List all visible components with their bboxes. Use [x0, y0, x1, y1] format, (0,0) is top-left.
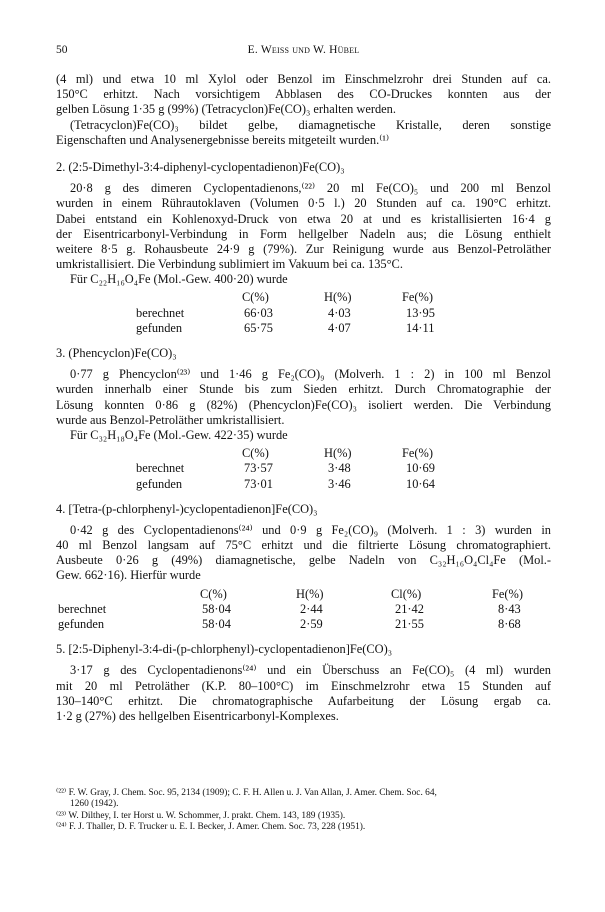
- page-number: 50: [56, 44, 68, 56]
- table-cell: 73·01: [244, 476, 273, 491]
- table-cell: 10·69: [406, 461, 435, 476]
- table-header: H(%): [324, 446, 352, 461]
- formula-line: Für C₂₂H₁₆O₄Fe (Mol.-Gew. 400·20) wurde: [70, 272, 288, 287]
- table-cell: 8·43: [498, 601, 521, 616]
- table-row: [56, 617, 551, 632]
- table-row-label: berechnet: [58, 601, 107, 616]
- text-line: 1·2 g (27%) des hellgelben Eisentricarbonyl-Komplexes.: [56, 708, 339, 723]
- table-cell: 73·57: [244, 461, 273, 476]
- table-row-label: gefunden: [136, 476, 183, 491]
- analysis-table: [56, 446, 551, 492]
- table-header: C(%): [200, 586, 227, 601]
- table-header: C(%): [242, 446, 269, 461]
- table-header-row: [56, 587, 551, 602]
- text-line: wurde aus Benzol-Petroläther umkristallisiert.: [56, 412, 285, 427]
- table-cell: 4·03: [328, 305, 351, 320]
- text-line: 0·77 g Phencyclon⁽²³⁾ und 1·46 g Fe₂(CO)₉ (Molverh. 1 : 2) in 100 ml Benzol: [70, 367, 551, 382]
- text-line: mit 20 ml Petroläther (K.P. 80–100°C) im Einschmelzrohr etwa 15 Stunden auf: [56, 678, 551, 693]
- table-cell: 10·64: [406, 476, 435, 491]
- text-line: 40 ml Benzol langsam auf 75°C erhitzt und die filtrierte Lösung chromatographiert.: [56, 538, 551, 553]
- paragraph: [56, 523, 551, 584]
- table-row-label: gefunden: [136, 320, 183, 335]
- table-header: Cl(%): [391, 586, 422, 601]
- table-cell: 58·04: [202, 617, 231, 631]
- table-cell: 65·75: [244, 320, 273, 335]
- paragraph: [56, 181, 551, 287]
- section-heading: 3. (Phencyclon)Fe(CO)₃: [56, 346, 177, 360]
- table-row: [56, 602, 551, 617]
- paragraph: [56, 367, 551, 443]
- table-header: H(%): [296, 586, 324, 601]
- running-head: E. Weiss und W. Hübel: [247, 44, 360, 56]
- text-line: Lösung konnten 0·86 g (82%) (Phencyclon)Fe(CO)₃ isoliert werden. Die Verbindung: [56, 397, 551, 412]
- footnote-continued: 1260 (1942).: [70, 799, 119, 810]
- table-cell: 58·04: [202, 601, 231, 616]
- footnote: ⁽²³⁾ W. Dilthey, I. ter Horst u. W. Schommer, J. prakt. Chem. 143, 189 (1935).: [56, 810, 346, 821]
- text-line: 20·8 g des dimeren Cyclopentadienons,⁽²²⁾ 20 ml Fe(CO)₅ und 200 ml Benzol: [70, 181, 551, 196]
- table-header-row: [56, 446, 551, 461]
- text-line: wurden innerhalb einer Stunde bis zum Sieden erhitzt. Durch Chromatographie der: [56, 382, 551, 397]
- text-line: (Tetracyclon)Fe(CO)₃ bildet gelbe, diamagnetische Kristalle, deren sonstige: [70, 117, 551, 132]
- table-header: C(%): [242, 290, 269, 305]
- table-cell: 3·46: [328, 476, 351, 491]
- text-line: 150°C erhitzt. Nach vorsichtigem Abblasen des CO-Druckes konnten aus der: [56, 87, 551, 102]
- table-row-label: berechnet: [136, 305, 185, 320]
- text-line: Eigenschaften und Analysenergebnisse bereits mitgeteilt wurden.⁽¹⁾: [56, 132, 390, 147]
- text-line: 0·42 g des Cyclopentadienons⁽²⁴⁾ und 0·9 g Fe₂(CO)₉ (Molverh. 1 : 3) wurden in: [70, 522, 551, 537]
- paragraph-continued: [56, 72, 551, 118]
- table-row-label: berechnet: [136, 461, 185, 476]
- table-header: Fe(%): [402, 446, 433, 461]
- footnote: ⁽²⁴⁾ F. J. Thaller, D. F. Trucker u. E. I. Becker, J. Amer. Chem. Soc. 73, 228 (1951).: [56, 822, 366, 833]
- text-line: 130–140°C erhitzt. Die chromatographische Aufarbeitung der Lösung ergab ca.: [56, 693, 551, 708]
- table-row: [56, 477, 551, 492]
- table-cell: 21·42: [395, 601, 424, 616]
- text-line: weitere 8·5 g. Rohausbeute 24·9 g (79%). Zur Reinigung wurde aus Benzol-Petroläther: [56, 241, 551, 256]
- paragraph: [56, 663, 551, 724]
- text-line: Dabei entstand ein Kohlenoxyd-Druck von etwa 20 at und es kristallisierten 16·4 g: [56, 211, 551, 226]
- table-cell: 66·03: [244, 305, 273, 320]
- table-header: H(%): [324, 290, 352, 305]
- section-heading: 4. [Tetra-(p-chlorphenyl-)cyclopentadienon]Fe(CO)₃: [56, 501, 318, 516]
- text-line: Gew. 662·16). Hierfür wurde: [56, 568, 201, 583]
- table-cell: 13·95: [406, 305, 435, 320]
- table-header: Fe(%): [492, 586, 523, 601]
- text-line: gelben Lösung 1·35 g (99%) (Tetracyclon)Fe(CO)₃ erhalten werden.: [56, 102, 396, 117]
- table-row: [56, 321, 551, 336]
- page-header: [56, 44, 551, 60]
- text-line: der Eisentricarbonyl-Verbindung in Form hellgelber Nadeln aus; die Lösung enthielt: [56, 226, 551, 241]
- table-cell: 21·55: [395, 617, 424, 631]
- article-body: [56, 72, 551, 724]
- text-line: 3·17 g des Cyclopentadienons⁽²⁴⁾ und ein Überschuss an Fe(CO)₅ (4 ml) wurden: [70, 663, 551, 678]
- table-header: Fe(%): [402, 290, 433, 305]
- analysis-table: [56, 587, 551, 633]
- table-cell: 8·68: [498, 617, 521, 631]
- formula-line: Für C₃₂H₁₈O₄Fe (Mol.-Gew. 422·35) wurde: [70, 427, 288, 442]
- table-cell: 4·07: [328, 320, 351, 335]
- section-heading: 5. [2:5-Diphenyl-3:4-di-(p-chlorphenyl)-cyclopentadienon]Fe(CO)₃: [56, 642, 393, 657]
- text-line: wurden in einem Rührautoklaven (Volumen 0·5 l.) 20 Stunden auf ca. 190°C erhitzt.: [56, 196, 551, 211]
- table-cell: 3·48: [328, 461, 351, 476]
- table-row-label: gefunden: [58, 617, 105, 631]
- table-cell: 2·44: [300, 601, 323, 616]
- text-line: umkristallisiert. Die Verbindung sublimiert im Vakuum bei ca. 135°C.: [56, 257, 403, 272]
- table-cell: 2·59: [300, 617, 323, 631]
- table-cell: 14·11: [406, 320, 435, 335]
- table-row: [56, 461, 551, 476]
- text-line: (4 ml) und etwa 10 ml Xylol oder Benzol im Einschmelzrohr drei Stunden auf ca.: [56, 72, 551, 86]
- analysis-table: [56, 290, 551, 336]
- paragraph: [56, 118, 551, 148]
- table-header-row: [56, 290, 551, 305]
- text-line: Ausbeute 0·26 g (49%) diamagnetische, gelbe Nadeln von C₃₂H₁₆O₄Cl₄Fe (Mol.-: [56, 553, 551, 568]
- footnotes: [56, 788, 551, 834]
- table-row: [56, 306, 551, 321]
- footnote: ⁽²²⁾ F. W. Gray, J. Chem. Soc. 95, 2134 (1909); C. F. H. Allen u. J. Van Allan, J. Amer. Chem. Soc. 64,: [56, 788, 437, 798]
- section-heading: 2. (2:5-Dimethyl-3:4-diphenyl-cyclopentadienon)Fe(CO)₃: [56, 159, 345, 174]
